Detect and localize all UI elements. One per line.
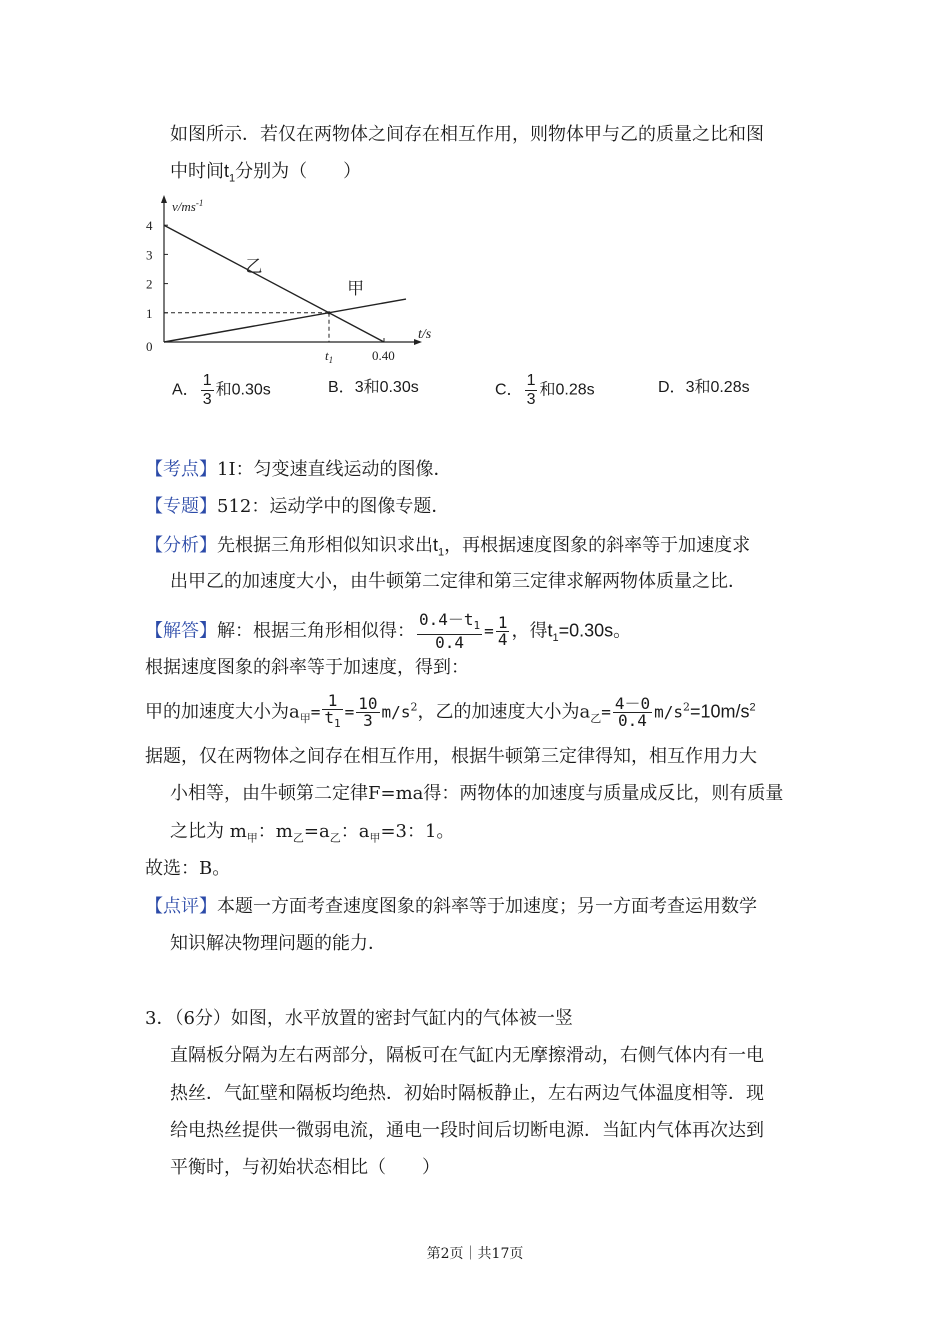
jieda-suffix: ，得 — [511, 620, 548, 642]
t-symbol: t — [547, 620, 553, 641]
equals-sign: = — [601, 702, 611, 722]
jieda-line — [145, 612, 631, 651]
velocity-time-chart — [140, 195, 432, 370]
sub-jia: 甲 — [369, 831, 381, 845]
law-line1: 据题，仅在两物体之间存在相互作用，根据牛顿第三定律得知，相互作用力大 — [145, 746, 757, 767]
accel-f2-num: 10 — [358, 694, 378, 714]
dianping-tag: 【点评】 — [145, 896, 217, 917]
zhuanti-text: 512：运动学中的图像专题． — [217, 496, 450, 517]
law3-c: ：a — [340, 821, 370, 842]
t-subscript: 1 — [552, 632, 559, 645]
x-axis-label: t/s — [418, 327, 432, 342]
jieda-frac2-den: 4 — [497, 630, 508, 650]
superscript-2: 2 — [749, 701, 756, 714]
option-a[interactable] — [172, 372, 271, 409]
option-a-den: 3 — [202, 391, 212, 408]
jieda-frac-den: 0.4 — [435, 633, 465, 653]
jieda-text: 解：根据三角形相似得： — [217, 620, 415, 642]
kaodian-tag: 【考点】 — [145, 459, 217, 480]
accel-sub-jia: 甲 — [299, 712, 311, 726]
accel-f1-num: 1 — [322, 693, 342, 710]
y-axis-label-sup: -1 — [195, 198, 204, 208]
superscript-2: 2 — [683, 700, 691, 714]
option-b-letter: B． — [328, 379, 355, 396]
jieda-frac-num: 0.4－t — [419, 610, 474, 629]
t-subscript: 1 — [438, 546, 445, 559]
y-tick-label: 2 — [146, 276, 153, 292]
option-a-letter: A． — [172, 381, 199, 399]
accel-unit: m/s — [381, 702, 411, 722]
option-c-num: 1 — [526, 372, 536, 389]
slope-line: 根据速度图象的斜率等于加速度，得到： — [145, 657, 469, 678]
dianping-line2: 知识解决物理问题的能力． — [170, 933, 386, 954]
kaodian-text: 1I：匀变速直线运动的图像． — [217, 459, 452, 480]
option-a-num: 1 — [202, 372, 212, 389]
superscript-2: 2 — [410, 700, 418, 714]
option-a-text: 和0.30s — [215, 381, 271, 399]
law3-a: ：m — [257, 821, 293, 842]
option-c-den: 3 — [526, 391, 536, 408]
law-line3 — [170, 820, 454, 851]
y-axis-arrow — [161, 195, 167, 203]
accel-f2-den: 3 — [363, 711, 373, 731]
dianping-text: 本题一方面考查速度图象的斜率等于加速度；另一方面考查运用数学 — [217, 896, 757, 917]
q3-line3: 热丝．气缸壁和隔板均绝热．初始时隔板静止，左右两边气体温度相等．现 — [170, 1083, 764, 1104]
sub-yi: 乙 — [329, 831, 341, 845]
intersection-point — [327, 311, 330, 314]
accel-text: 甲的加速度大小为a — [145, 701, 300, 723]
series-jia-line — [164, 299, 406, 342]
q3-line2: 直隔板分隔为左右两部分，隔板可在气缸内无摩擦滑动，右侧气体内有一电 — [170, 1045, 764, 1066]
q3-line4: 给电热丝提供一微弱电流，通电一段时间后切断电源．当缸内气体再次达到 — [170, 1120, 764, 1141]
zhuanti-tag: 【专题】 — [145, 496, 217, 517]
kaodian — [145, 458, 452, 482]
accel-sub-yi: 乙 — [590, 712, 602, 726]
option-b-text: 3和0.30s — [354, 379, 419, 396]
law3-text: 之比为 m — [170, 821, 247, 842]
t-subscript: 1 — [334, 717, 341, 731]
fenxi-line1 — [145, 533, 750, 565]
option-d-letter: D． — [658, 379, 686, 396]
option-b[interactable] — [328, 376, 419, 400]
y-tick-label: 3 — [146, 247, 153, 263]
zhuanti — [145, 495, 449, 519]
accel-f3-den: 0.4 — [618, 711, 647, 731]
option-c[interactable] — [495, 372, 595, 409]
choose-line: 故选：B。 — [145, 858, 231, 879]
accel-f1-den: t — [324, 708, 335, 727]
fenxi-text-end: ，再根据速度图象的斜率等于加速度求 — [444, 535, 751, 556]
option-d[interactable] — [658, 376, 750, 400]
law3-b: =a — [303, 821, 330, 842]
t-symbol: t — [224, 161, 230, 181]
fenxi-tag: 【分析】 — [145, 535, 217, 556]
law-line2: 小相等，由牛顿第二定律F=ma得：两物体的加速度与质量成反比，则有质量 — [170, 783, 784, 804]
equals-sign: = — [310, 702, 321, 722]
jieda-tag: 【解答】 — [145, 620, 217, 642]
q3-line1: 3．（6分）如图，水平放置的密封气缸内的气体被一竖 — [145, 1008, 573, 1029]
t-subscript: 1 — [473, 619, 481, 633]
equals-sign: = — [344, 702, 355, 722]
law3-end: =3：1。 — [380, 821, 455, 842]
accel-line — [145, 693, 756, 732]
option-c-text: 和0.28s — [539, 381, 595, 399]
accel-mid: ，乙的加速度大小为a — [417, 701, 591, 723]
intro-text-end: 分别为（ ） — [235, 161, 362, 182]
intro-text: 中时间 — [170, 161, 224, 182]
q3-line5: 平衡时，与初始状态相比（ ） — [170, 1157, 440, 1178]
jieda-result: =0.30s。 — [558, 620, 632, 641]
sub-jia: 甲 — [246, 831, 258, 845]
x-tick-t1: $t_1$ — [325, 348, 334, 365]
sub-yi: 乙 — [292, 831, 304, 845]
y-tick-label: 4 — [146, 218, 153, 234]
series-jia-label: 甲 — [347, 278, 365, 298]
x-tick-t1-sub: 1 — [328, 355, 334, 365]
equals-sign: = — [484, 621, 494, 641]
fenxi-text: 先根据三角形相似知识求出 — [217, 535, 433, 556]
origin-label: 0 — [146, 339, 153, 354]
question-intro-line1: 如图所示．若仅在两物体之间存在相互作用，则物体甲与乙的质量之比和图 — [170, 124, 764, 145]
page-footer: 第2页｜共17页 — [426, 1246, 524, 1262]
dianping-line1 — [145, 895, 757, 919]
t-symbol: t — [433, 535, 439, 555]
accel-unit2: m/s — [654, 702, 684, 722]
accel-f3-num: 4－0 — [614, 694, 651, 714]
jieda-frac2-num: 1 — [497, 613, 508, 633]
option-c-letter: C． — [495, 381, 523, 399]
accel-end: =10m/s — [690, 701, 750, 722]
option-d-text: 3和0.28s — [685, 379, 750, 396]
y-axis-label: $v/ms^{-1}$ — [172, 198, 204, 214]
y-tick-label: 1 — [146, 305, 153, 321]
t-subscript: 1 — [229, 172, 236, 185]
x-tick-label: 0.40 — [372, 348, 395, 363]
series-yi-label: 乙 — [245, 256, 263, 276]
question-intro-line2 — [170, 159, 361, 191]
fenxi-line2: 出甲乙的加速度大小，由牛顿第二定律和第三定律求解两物体质量之比． — [170, 571, 746, 592]
